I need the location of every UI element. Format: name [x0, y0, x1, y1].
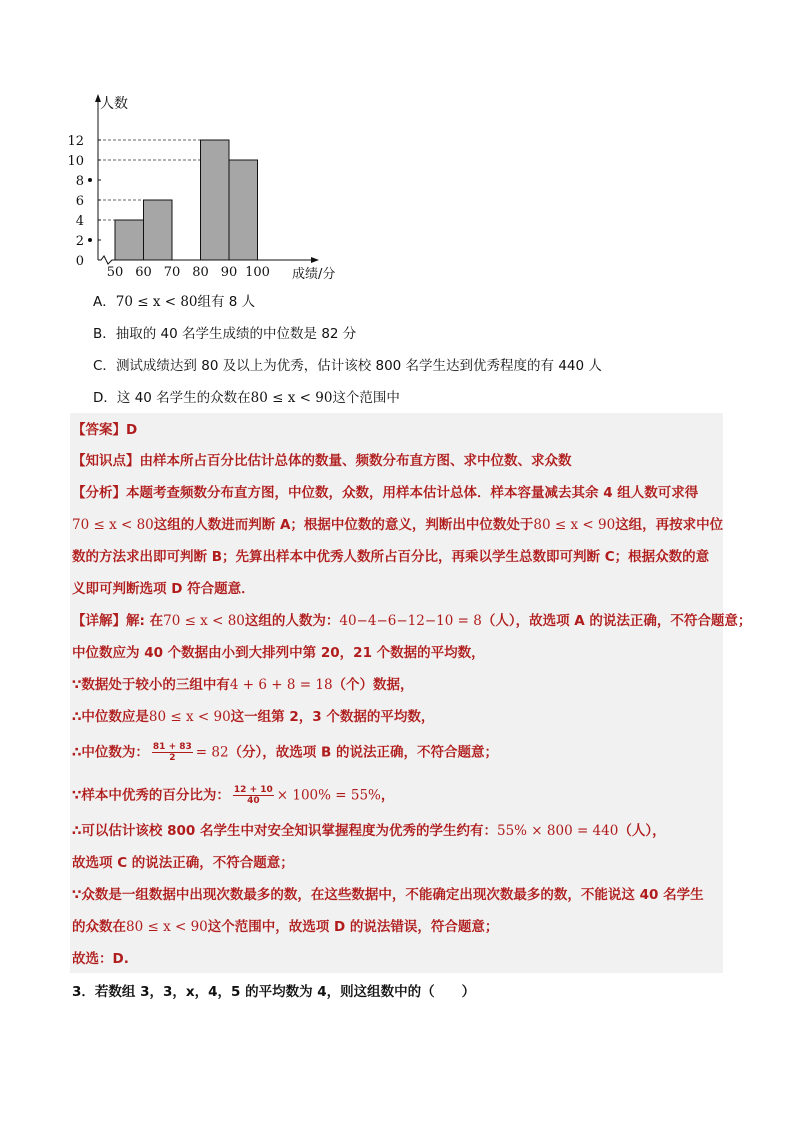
analysis-math-2: 80 ≤ x < 90 [533, 517, 616, 533]
detail-l6-pre: ∵样本中优秀的百分比为： [72, 787, 230, 804]
option-b-label: B． [93, 326, 116, 342]
detail-l5-eq: = 82 [195, 744, 229, 761]
option-a-label: A． [93, 294, 116, 310]
detail-l10-post: 这个范围中，故选项 D 的说法错误，符合题意； [207, 919, 499, 935]
detail-l6-eq: × 100% = 55% [276, 787, 381, 804]
detail-l4-pre: ∴中位数应是 [72, 709, 149, 725]
option-d-pre: 这 40 名学生的众数在 [116, 390, 251, 406]
x-axis-arrow [311, 257, 319, 263]
detail-line-7 [72, 821, 666, 841]
detail-line-4 [72, 707, 434, 727]
detail-line-8: 故选项 C 的说法正确，不符合题意； [72, 855, 294, 871]
detail-l1-math: 70 ≤ x < 80 [163, 613, 245, 629]
detail-line-2: 中位数应为 40 个数据由小到大排列中第 20，21 个数据的平均数， [72, 645, 485, 661]
option-d-post: 这个范围中 [332, 390, 400, 406]
detail-l1-calc: 40−4−6−12−10 = 8 [339, 613, 482, 629]
detail-line-10 [72, 917, 498, 937]
detail-l6-post: ， [380, 787, 395, 804]
detail-line-5 [72, 742, 498, 763]
detail-line-1 [72, 611, 751, 631]
percent-fraction [233, 785, 274, 806]
detail-line-11: 故选：D. [72, 951, 129, 967]
analysis-line-2-end: 这组，再按求中位 [615, 517, 724, 533]
x-tick-label: 80 [192, 265, 209, 280]
answer-line: 【答案】D [72, 422, 138, 438]
analysis-line-2 [72, 515, 723, 535]
analysis-line-2-mid: 这组的人数进而判断 A；根据中位数的意义，判断出中位数处于 [153, 517, 534, 533]
option-d [93, 389, 400, 407]
detail-l4-post: 这一组第 2，3 个数据的平均数， [230, 709, 435, 725]
detail-l3-post: （个）数据， [332, 677, 414, 693]
detail-l7-calc: 55% × 800 = 440 [496, 823, 619, 839]
y-tick-label: 6 [75, 194, 84, 209]
option-b [93, 325, 356, 343]
y-tick-label: 4 [75, 214, 84, 229]
detail-l7-post: （人）， [618, 823, 666, 839]
option-d-label: D． [93, 390, 117, 406]
x-tick-label: 90 [220, 265, 238, 280]
option-a [93, 293, 255, 311]
detail-line-6 [72, 785, 394, 806]
y-tick-label: 12 [67, 134, 84, 149]
x-tick-label: 100 [245, 265, 270, 280]
analysis-line-4: 义即可判断选项 D 符合题意． [72, 581, 255, 597]
detail-l1-post: （人），故选项 A 的说法正确，不符合题意； [481, 613, 752, 629]
y-tick-label: 0 [75, 254, 84, 269]
median-fraction [152, 742, 193, 763]
x-axis-title: 成绩/分 [292, 267, 336, 282]
option-c-text: 测试成绩达到 80 及以上为优秀，估计该校 800 名学生达到优秀程度的有 440 人 [115, 358, 602, 374]
detail-line-3 [72, 675, 414, 695]
percent-fraction-den: 40 [247, 796, 260, 806]
y-tick-label: 8 [75, 174, 84, 189]
x-tick-label: 50 [106, 265, 124, 280]
histogram-bar [229, 160, 258, 260]
chart-layer [67, 94, 335, 282]
detail-l10-math: 80 ≤ x < 90 [126, 919, 208, 935]
x-tick-label: 70 [163, 265, 181, 280]
option-c [93, 357, 602, 375]
detail-l5-post: （分），故选项 B 的说法正确，不符合题意； [228, 744, 498, 761]
detail-l7-pre: ∴可以估计该校 800 名学生中对安全知识掌握程度为优秀的学生约有： [72, 823, 497, 839]
knowledge-line: 【知识点】由样本所占百分比估计总体的数量、频数分布直方图、求中位数、求众数 [72, 453, 572, 469]
analysis-line-1: 【分析】本题考查频数分布直方图，中位数，众数，用样本估计总体．样本容量减去其余 4 组人数可求得 [72, 485, 699, 501]
detail-l1-pre: 【详解】解: 在 [72, 613, 164, 629]
x-axis-break [98, 256, 115, 264]
frequency-histogram [60, 86, 360, 286]
detail-l3-calc: 4 + 6 + 8 = 18 [229, 677, 333, 693]
y-tick-label: 2 [75, 234, 84, 249]
y-axis-dot [88, 178, 92, 182]
option-c-label: C． [93, 358, 116, 374]
option-b-text: 抽取的 40 名学生成绩的中位数是 82 分 [115, 326, 357, 342]
question-3: 3．若数组 3，3，x，4，5 的平均数为 4，则这组数中的（ ） [72, 984, 476, 1000]
median-fraction-num: 81 + 83 [152, 742, 192, 752]
histogram-bar [115, 220, 144, 260]
detail-line-9: ∵众数是一组数据中出现次数最多的数，在这些数据中，不能确定出现次数最多的数，不能说这 40 名学生 [72, 887, 704, 903]
detail-l5-pre: ∴中位数为： [72, 744, 149, 761]
histogram-bar [201, 140, 230, 260]
option-a-math: 70 ≤ x < 80 [115, 294, 198, 310]
median-fraction-den: 2 [169, 753, 176, 763]
analysis-line-3: 数的方法求出即可判断 B；先算出样本中优秀人数所占百分比，再乘以学生总数即可判断 C；根据众数的意 [72, 549, 710, 565]
detail-l3-pre: ∵数据处于较小的三组中有 [72, 677, 230, 693]
detail-l4-math: 80 ≤ x < 90 [148, 709, 231, 725]
analysis-math-1: 70 ≤ x < 80 [72, 517, 154, 533]
detail-l1-mid: 这组的人数为： [244, 613, 340, 629]
y-axis-dot [88, 238, 92, 242]
detail-l10-pre: 的众数在 [72, 919, 126, 935]
option-d-math: 80 ≤ x < 90 [250, 390, 333, 406]
y-axis-title: 人数 [100, 96, 128, 112]
percent-fraction-num: 12 + 10 [233, 785, 273, 795]
y-tick-label: 10 [67, 154, 84, 169]
x-tick-label: 60 [135, 265, 152, 280]
histogram-bar [144, 200, 173, 260]
option-a-text: 组有 8 人 [197, 294, 256, 310]
